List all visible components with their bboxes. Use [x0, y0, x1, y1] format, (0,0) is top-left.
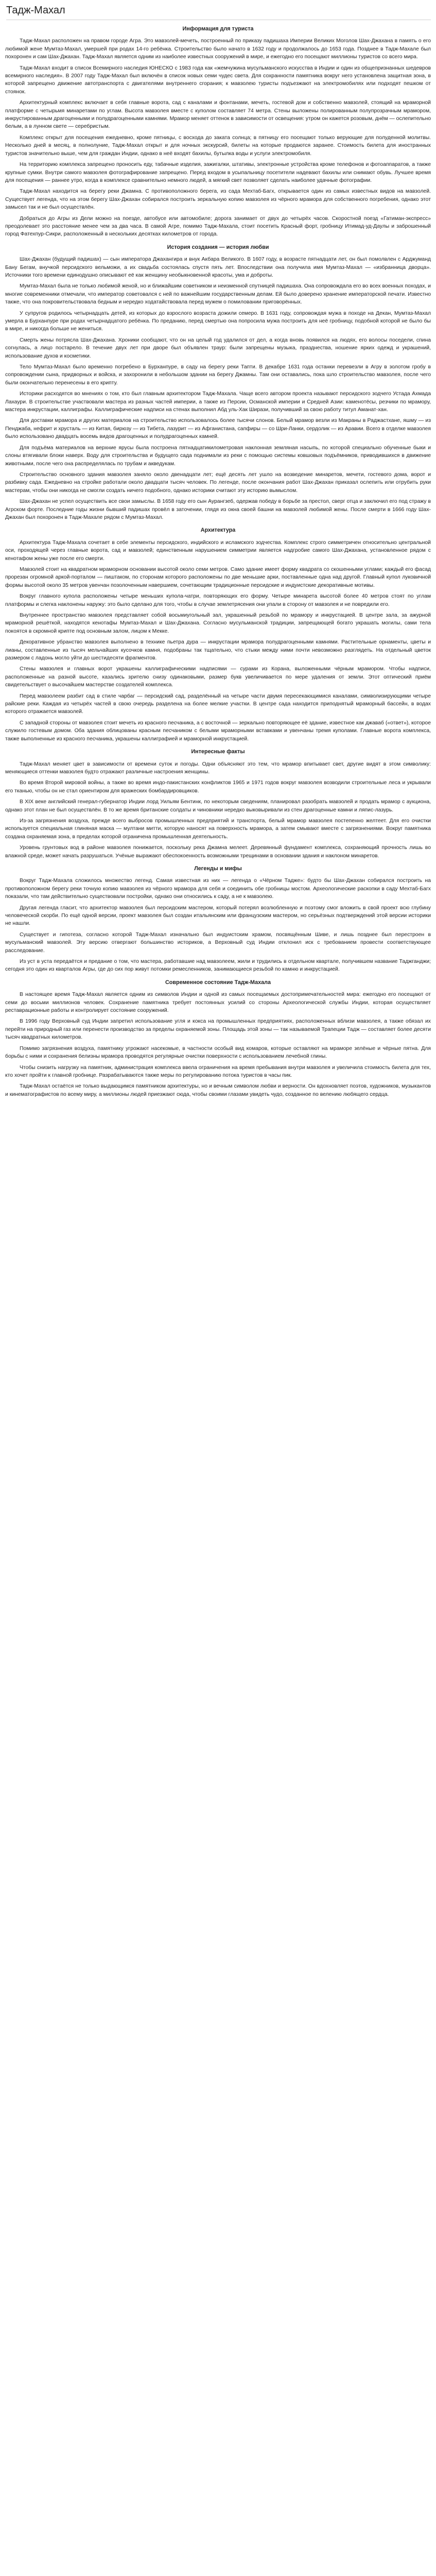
paragraph: Тадж-Махал расположен на правом городе Агра. Это мавзолей-мечеть, построенный по приказу падишаха Империи Великих Моголов Шах-Джахана в память о его любимой жене Мумтаз-Махал, умершей при родах 14-го ребёнка. Строительство было начато в 1632 году и продолжалось до 1653 года. Позднее в Тадж-Махале был похоронен и сам Шах-Джахан. Тадж-Махал является одним из наиболее известных сооружений в мире, и ежегодно его посещают миллионы туристов со всего мира. [5, 38, 431, 60]
paragraph: Шах-Джахан не успел осуществить все свои замыслы. В 1658 году его сын Аурангзеб, одержав победу в борьбе за престол, сверг отца и заключил его под стражу в Агрском форте. Последние годы жизни бывший падишах провёл в заточении, глядя из окна своей башни на мавзолей любимой жены. После смерти в 1666 году Шах-Джахан был похоронен в Тадж-Махале рядом с Мумтаз-Махал. [5, 499, 431, 520]
section-heading: Интересные факты [191, 749, 245, 755]
paragraph: Архитектура Тадж-Махала сочетает в себе элементы персидского, индийского и исламского зодчества. Комплекс строго симметричен относительно центральной оси, проходящей через главные ворота, сад и мавзолей; единственным нарушением симметрии является надгробие самого Шах-Джахана, установленное рядом с кенотафом жены уже после его смерти. [5, 539, 431, 562]
paragraph: На территорию комплекса запрещено проносить еду, табачные изделия, зажигалки, штативы, электронные устройства кроме телефонов и фотоаппаратов, а также крупные сумки. Внутри самого мавзолея фотографирование запрещено. Перед входом в усыпальницу посетители надевают бахилы или снимают обувь. Лучшее время для посещения — раннее утро, когда в комплексе сравнительно немного людей, а мягкий свет позволяет сделать наиболее удачные фотографии. [5, 162, 431, 183]
paragraph: Смерть жены потрясла Шах-Джахана. Хроники сообщают, что он на целый год удалился от дел, а когда вновь появился на людях, его волосы поседели, спина согнулась, а лицо постарело. В течение двух лет при дворе был объявлен траур: были запрещены музыка, празднества, ношение ярких одежд и украшений, использование духов и косметики. [5, 337, 431, 359]
paragraph: Декоративное убранство мавзолея выполнено в технике пьетра дура — инкрустации мрамора полудрагоценными камнями. Растительные орнаменты, цветы и лианы, составленные из тысяч мельчайших кусочков камня, подобраны так тщательно, что стыки между ними почти невозможно разглядеть. На отдельный цветок размером с ладонь могло уйти до шестидесяти фрагментов. [5, 639, 431, 662]
section-heading: Информация для туриста [182, 26, 254, 32]
page-title: Тадж-Махал [6, 4, 431, 20]
paragraph: Внутреннее пространство мавзолея представляет собой восьмиугольный зал, украшенный резьбой по мрамору и инкрустацией. В центре зала, за ажурной мраморной решёткой, находятся кенотафы Мумтаз-Махал и Шах-Джахана. Согласно мусульманской традиции, запрещающей богато украшать могилы, сами тела покоятся в скромной крипте под основным залом, лицом к Мекке. [5, 613, 431, 634]
paragraph: Во время Второй мировой войны, а также во время индо-пакистанских конфликтов 1965 и 1971 годов вокруг мавзолея возводили строительные леса и укрывали его тканью, чтобы он не стал ориентиром для вражеских бомбардировщиков. [5, 780, 431, 794]
paragraph: Архитектурный комплекс включает в себя главные ворота, сад с каналами и фонтанами, мечеть, гостевой дом и собственно мавзолей, стоящий на мраморной платформе с четырьмя минаретами по углам. Высота мавзолея вместе с куполом составляет 74 метра. Стены выложены полированным полупрозрачным мрамором, инкрустированным драгоценными и полудрагоценными камнями. Мрамор меняет оттенок в зависимости от освещения: утром он кажется розовым, днём — ослепительно белым, а в лунном свете — серебристым. [5, 100, 431, 130]
paragraph: С западной стороны от мавзолея стоит мечеть из красного песчаника, а с восточной — зеркально повторяющее её здание, известное как джаваб («ответ»), которое служило гостевым домом. Оба здания облицованы красным песчаником с белыми мраморными вставками и увенчаны тремя куполами. Главные ворота комплекса, также выполненные из красного песчаника, украшены каллиграфией и мраморной инкрустацией. [5, 720, 431, 742]
paragraph: У супругов родилось четырнадцать детей, из которых до взрослого возраста дожили семеро. В 1631 году, сопровождая мужа в походе на Декан, Мумтаз-Махал умерла в Бурханпуре при родах четырнадцатого ребёнка. По преданию, перед смертью она попросила мужа построить для неё гробницу, подобной которой не было бы в мире, и никогда больше не жениться. [5, 310, 431, 332]
paragraph: Добраться до Агры из Дели можно на поезде, автобусе или автомобиле; дорога занимает от двух до четырёх часов. Скоростной поезд «Гатиман-экспресс» преодолевает это расстояние менее чем за два часа. В самой Агре, помимо Тадж-Махала, стоит посетить Красный форт, гробницу Итимад-уд-Даулы и заброшенный город Фатехпур-Сикри, расположенный в нескольких десятках километров от города. [5, 215, 431, 238]
article-body [5, 25, 431, 1098]
section-heading: Легенды и мифы [194, 865, 242, 872]
paragraph: Тадж-Махал входит в список Всемирного наследия ЮНЕСКО с 1983 года как «жемчужина мусульманского искусства в Индии и один из общепризнанных шедевров всемирного наследия». В 2007 году Тадж-Махал был включён в список новых семи чудес света. Для сохранности памятника вокруг него установлена защитная зона, в которой запрещено движение автотранспорта с двигателями внутреннего сгорания; к мавзолею туристы подъезжают на электромобилях или подходят пешком от стоянок. [5, 65, 431, 95]
section-heading: История создания — история любви [167, 244, 269, 250]
section-heading: Архитектура [200, 527, 236, 534]
paragraph: Перед мавзолеем разбит сад в стиле чарбаг — персидский сад, разделённый на четыре части двумя пересекающимися каналами, символизирующими четыре райские реки. Каждая из четырёх частей в свою очередь разделена на более мелкие участки. В центре сада находится приподнятый мраморный бассейн, в водах которого отражается мавзолей. [5, 693, 431, 715]
article-section [5, 748, 431, 860]
paragraph: Уровень грунтовых вод в районе мавзолея понижается, поскольку река Джамна мелеет. Деревянный фундамент комплекса, сохраняющий прочность лишь во влажной среде, может начать разрушаться. Учёные выражают обеспокоенность возможными трещинами в основании здания и наклоном минаретов. [5, 845, 431, 859]
paragraph: Чтобы снизить нагрузку на памятник, администрация комплекса ввела ограничения на время пребывания внутри мавзолея и увеличила стоимость билета для тех, кто хочет пройти к главной гробнице. Разрабатываются также меры по регулированию потока туристов в часы пик. [5, 1064, 431, 1078]
article-section [5, 25, 431, 239]
paragraph: Из уст в уста передаётся и предание о том, что мастера, работавшие над мавзолеем, жили и трудились в отдельном квартале, получившем название Таджганджи; сегодня это один из кварталов Агры, где до сих пор живут потомки ремесленников, занимающиеся резьбой по камню и инкрустацией. [5, 959, 431, 973]
paragraph: Строительство основного здания мавзолея заняло около двенадцати лет; ещё десять лет ушло на возведение минаретов, мечети, гостевого дома, ворот и разбивку сада. Ежедневно на стройке работали около двадцати тысяч человек. По легенде, после окончания работ Шах-Джахан приказал ослепить или отрубить руки мастерам, чтобы они никогда не смогли создать ничего подобного, однако историки считают эту историю вымыслом. [5, 471, 431, 494]
article-section [5, 244, 431, 522]
paragraph: Для подъёма материалов на верхние ярусы была построена пятнадцатикилометровая наклонная земляная насыпь, по которой специально обученные быки и слоны втягивали блоки наверх. Воду для строительства и будущего сада поднимали из реки с помощью системы ковшовых подъёмников, приводившихся в движение животными, после чего она распределялась по трубам и акведукам. [5, 445, 431, 467]
paragraph: В настоящее время Тадж-Махал является одним из символов Индии и одной из самых посещаемых достопримечательностей мира: ежегодно его посещают от семи до восьми миллионов человек. Сохранение памятника требует постоянных усилий со стороны Археологической службы Индии, которая осуществляет реставрационные работы и контролирует состояние сооружений. [5, 992, 431, 1014]
paragraph: Помимо загрязнения воздуха, памятнику угрожают насекомые, в частности особый вид комаров, которые оставляют на мраморе зелёные и чёрные пятна. Для борьбы с ними и сохранения белизны мрамора проводятся регулярные очистки поверхности с использованием лечебной глины. [5, 1045, 431, 1060]
paragraph: Мумтаз-Махал была не только любимой женой, но и ближайшим советником и неизменной спутницей падишаха. Она сопровождала его во всех военных походах, и многие современники отмечали, что император советовался с ней по важнейшим государственным делам. Ей было доверено хранение императорской печати. Известно также, что она покровительствовала бедным и нередко ходатайствовала перед мужем о помиловании приговорённых. [5, 283, 431, 306]
paragraph: Тело Мумтаз-Махал было временно погребено в Бурханпуре, в саду на берегу реки Тапти. В декабре 1631 года останки перевезли в Агру в золотом гробу в сопровождении сына, придворных и войска, и захоронили в небольшом здании на берегу Джамны. Там они оставались, пока шло строительство мавзолея, после чего были окончательно перенесены в его крипту. [5, 364, 431, 386]
page [0, 0, 436, 1111]
paragraph: Из-за загрязнения воздуха, прежде всего выбросов промышленных предприятий и транспорта, белый мрамор мавзолея постепенно желтеет. Для его очистки используется специальная глиняная маска — мултани митти, которую наносят на поверхность мрамора, а затем смывают вместе с загрязнениями. Вокруг памятника создана охраняемая зона, в пределах которой ограничена промышленная деятельность. [5, 818, 431, 840]
paragraph: Существует и гипотеза, согласно которой Тадж-Махал изначально был индуистским храмом, посвящённым Шиве, и лишь позднее был перестроен в мусульманский мавзолей. Эту версию отвергают большинство историков, а Верховный суд Индии отклонил иск с требованием провести соответствующее расследование. [5, 931, 431, 954]
article-section [5, 865, 431, 974]
paragraph: Шах-Джахан (будущий падишах) — сын императора Джахангира и внук Акбара Великого. В 1607 году, в возрасте пятнадцати лет, он был помолвлен с Арджуманд Бану Бегам, внучкой персидского вельможи, а их свадьба состоялась спустя пять лет. Впоследствии она получила имя Мумтаз-Махал — «избранница дворца». Источники того времени единодушно описывают её как женщину необыкновенной красоты, ума и доброты. [5, 257, 431, 278]
paragraph: Вокруг главного купола расположены четыре меньших купола-чатри, повторяющих его форму. Четыре минарета высотой более 40 метров стоят по углам платформы и слегка наклонены наружу: это было сделано для того, чтобы в случае землетрясения они упали в сторону от мавзолея и не повредили его. [5, 594, 431, 607]
paragraph: Мавзолей стоит на квадратном мраморном основании высотой около семи метров. Само здание имеет форму квадрата со скошенными углами; каждый его фасад прорезан огромной аркой-порталом — пиштаком, по сторонам которого расположены по две меньшие арки, поставленные одна над другой. Главный купол луковичной формы высотой около 35 метров увенчан позолоченным навершием, сочетающим традиционные персидские и индуистские декоративные мотивы. [5, 566, 431, 588]
paragraph: Тадж-Махал меняет цвет в зависимости от времени суток и погоды. Одни объясняют это тем, что мрамор впитывает свет, другие видят в этом символику: меняющиеся оттенки мавзолея будто отражают различные настроения женщины. [5, 761, 431, 775]
paragraph: В 1996 году Верховный суд Индии запретил использование угля и кокса на промышленных предприятиях, расположенных вблизи мавзолея, а также обязал их перейти на природный газ или перенести производство за пределы охраняемой зоны. Площадь этой зоны — так называемой Трапеции Тадж — составляет более десяти тысяч квадратных километров. [5, 1019, 431, 1041]
paragraph: Историки расходятся во мнениях о том, кто был главным архитектором Тадж-Махала. Чаще всего автором проекта называют персидского зодчего Устада Ахмада Лахаури. В строительстве участвовали мастера из разных частей империи, а также из Персии, Османской империи и Средней Азии: каменотёсы, резчики по мрамору, мастера инкрустации, каллиграфы. Каллиграфические надписи на стенах выполнил Абд уль-Хак Ширази, получивший за свою работу титул Аманат-хан. [5, 391, 431, 413]
section-heading: Современное состояние Тадж-Махала [165, 979, 271, 986]
paragraph: Другая легенда гласит, что архитектор мавзолея был персидским мастером, который потерял возлюбленную и поэтому смог вложить в свой проект всю глубину человеческой скорби. По ещё одной версии, проект мавзолея был создан итальянским или французским мастером, но серьёзных подтверждений этой версии историки не нашли. [5, 905, 431, 927]
paragraph: Вокруг Тадж-Махала сложилось множество легенд. Самая известная из них — легенда о «Чёрном Тадже»: будто бы Шах-Джахан собирался построить на противоположном берегу реки точную копию мавзолея из чёрного мрамора для себя и соединить обе гробницы мостом. Археологические раскопки в саду Мехтаб-Багх показали, что там действительно существовали постройки, однако они относились к саду, а не к мавзолею. [5, 878, 431, 900]
paragraph: Для доставки мрамора и других материалов на строительство использовалось более тысячи слонов. Белый мрамор везли из Макраны в Раджастхане, яшму — из Пенджаба, нефрит и хрусталь — из Китая, бирюзу — из Тибета, лазурит — из Афганистана, сапфиры — со Шри-Ланки, сердолик — из Аравии. Всего в отделке мавзолея было использовано двадцать восемь видов драгоценных и полудрагоценных камней. [5, 418, 431, 440]
paragraph: Тадж-Махал находится на берегу реки Джамна. С противоположного берега, из сада Мехтаб-Багх, открывается один из самых известных видов на мавзолей. Существует легенда, что на этом берегу Шах-Джахан собирался построить зеркальную копию мавзолея из чёрного мрамора для собственного погребения, однако этот замысел так и не был осуществлён. [5, 189, 431, 211]
paragraph: В XIX веке английский генерал-губернатор Индии лорд Уильям Бентинк, по некоторым сведениям, планировал разобрать мавзолей и продать мрамор с аукциона, однако этот план не был осуществлён. В то же время британские солдаты и чиновники нередко выковыривали из стен драгоценные камни и ляпис-лазурь. [5, 799, 431, 813]
paragraph: Тадж-Махал остаётся не только выдающимся памятником архитектуры, но и вечным символом любви и верности. Он вдохновляет поэтов, художников, музыкантов и кинематографистов по всему миру, а миллионы людей приезжают сюда, чтобы своими глазами увидеть чудо, созданное по велению любящего сердца. [5, 1083, 431, 1097]
article-section [5, 979, 431, 1098]
paragraph: Стены мавзолея и главных ворот украшены каллиграфическими надписями — сурами из Корана, выложенными чёрным мрамором. Чтобы надписи, расположенные на разной высоте, казались зрителю снизу одинаковыми, размер букв увеличивается по мере удаления от земли. Этот оптический приём свидетельствует о высочайшем мастерстве создателей комплекса. [5, 666, 431, 688]
paragraph: Комплекс открыт для посещения ежедневно, кроме пятницы, с восхода до заката солнца; в пятницу его посещают только верующие для полуденной молитвы. Несколько дней в месяц, в полнолуние, Тадж-Махал открыт и для ночных экскурсий, билеты на которые продаются заранее. Стоимость билета для иностранных туристов значительно выше, чем для граждан Индии, однако в неё входят бахилы, бутылка воды и услуги электромобиля. [5, 134, 431, 157]
article-section [5, 527, 431, 743]
